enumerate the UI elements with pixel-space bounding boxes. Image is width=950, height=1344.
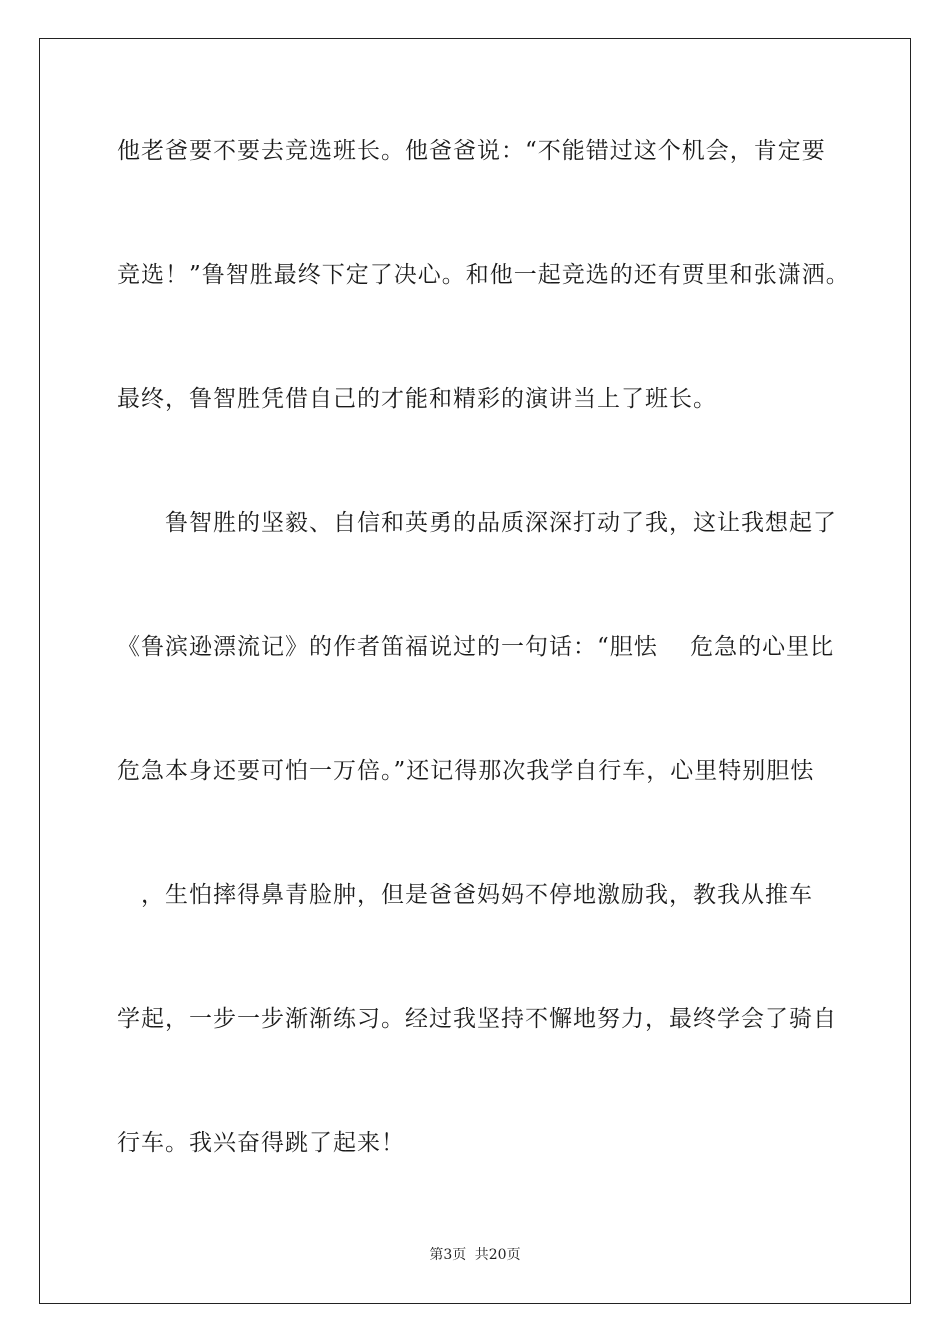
- page-frame: [39, 38, 911, 1304]
- text-line-8: 学起，一步一步渐渐练习。经过我坚持不懈地努力，最终学会了骑自: [117, 1006, 837, 1032]
- text-line-5: 《鲁滨逊漂流记》的作者笛福说过的一句话：“胆怯 危急的心里比: [117, 634, 835, 660]
- text-line-2: 竞选！”鲁智胜最终下定了决心。和他一起竞选的还有贾里和张潇洒。: [117, 262, 850, 288]
- text-line-3: 最终，鲁智胜凭借自己的才能和精彩的演讲当上了班长。: [117, 386, 717, 412]
- text-line-4: 鲁智胜的坚毅、自信和英勇的品质深深打动了我，这让我想起了: [117, 510, 837, 536]
- text-line-9: 行车。我兴奋得跳了起来！: [117, 1130, 405, 1156]
- page-total: 共20页: [474, 1247, 521, 1263]
- text-line-1: 他老爸要不要去竞选班长。他爸爸说：“不能错过这个机会，肯定要: [117, 138, 826, 164]
- page-number: 第3页: [429, 1247, 467, 1263]
- text-line-7: ，生怕摔得鼻青脸肿，但是爸爸妈妈不停地激励我，教我从推车: [117, 882, 813, 908]
- text-line-6: 危急本身还要可怕一万倍。”还记得那次我学自行车，心里特别胆怯: [117, 758, 815, 784]
- page-footer: [0, 1246, 950, 1264]
